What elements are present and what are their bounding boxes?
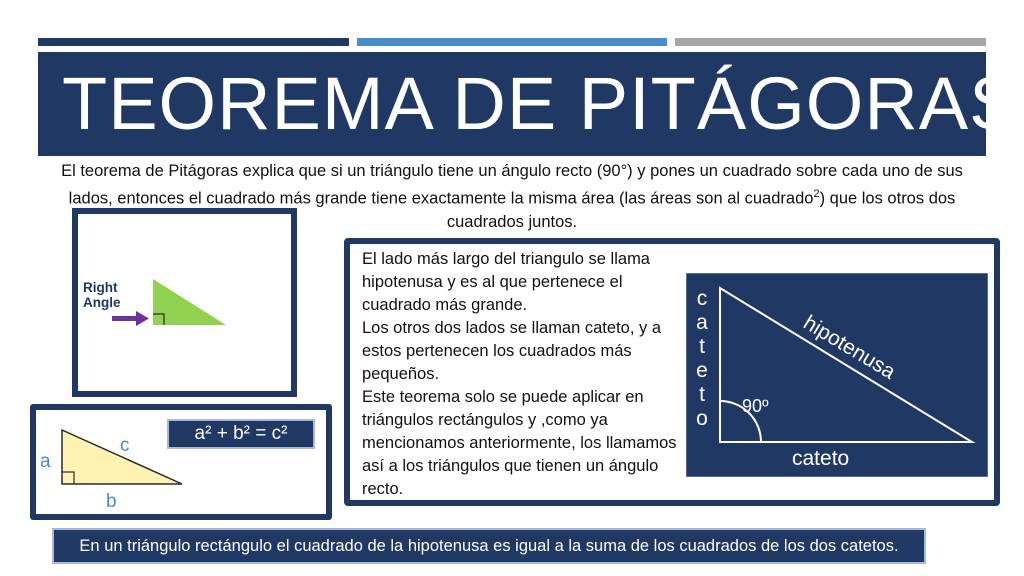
conclusion-banner: En un triángulo rectángulo el cuadrado de la hipotenusa es igual a la suma de los cuadrados de los dos catetos. — [52, 528, 926, 564]
explanation-box — [344, 238, 1000, 506]
hypotenuse-diagram — [686, 273, 988, 477]
label-c: c — [120, 435, 130, 456]
vertical-letter-3: t — [699, 335, 705, 358]
accent-bar-blue — [357, 38, 667, 46]
pythagorean-formula: a² + b² = c² — [167, 419, 315, 449]
vertical-letter-1: c — [696, 287, 708, 310]
vertical-letter-6: o — [696, 407, 708, 430]
intro-superscript: 2 — [813, 188, 820, 200]
angle-label: 90º — [742, 396, 769, 416]
vertical-letter-2: a — [696, 311, 708, 334]
right-angle-figure — [72, 208, 297, 397]
vertical-letter-5: t — [699, 383, 705, 406]
title-band — [38, 52, 1020, 156]
slide-title: TEOREMA DE PITÁGORAS — [62, 62, 1020, 145]
right-angle-label-line1: Right — [83, 280, 118, 295]
accent-bar-gray — [675, 38, 986, 46]
base-label: cateto — [792, 447, 850, 470]
explanation-paragraph-2: Los otros dos lados se llaman cateto, y a estos pertenecen los cuadrados más pequeños. — [362, 319, 661, 383]
explanation-paragraph-3: Este teorema solo se puede aplicar en triángulos rectángulos y ,como ya mencionamos anteriormente, los llamamos así a los triángulos que tienen un ángulo recto. — [362, 388, 677, 498]
hypotenuse-label: hipotenusa — [799, 311, 900, 384]
label-a: a — [40, 451, 51, 472]
vertical-letter-4: e — [696, 359, 708, 382]
right-angle-label-line2: Angle — [83, 295, 121, 310]
accent-bar-navy — [38, 38, 349, 46]
intro-text-before: El teorema de Pitágoras explica que si un triángulo tiene un ángulo recto (90°) y pones un cuadrado sobre cada uno de sus lados, entonces el cuadrado más grande tiene exactamente la misma área (las áreas son al cuadrado — [61, 162, 963, 208]
right-arrow-icon — [112, 311, 149, 326]
intro-text-after: ) que los otros dos cuadrados juntos. — [446, 189, 956, 231]
explanation-text — [362, 248, 680, 501]
right-angle-svg — [78, 214, 291, 391]
label-b: b — [106, 491, 117, 512]
explanation-paragraph-1: El lado más largo del triangulo se llama hipotenusa y es al que pertenece el cuadrado más grande. — [362, 250, 650, 314]
